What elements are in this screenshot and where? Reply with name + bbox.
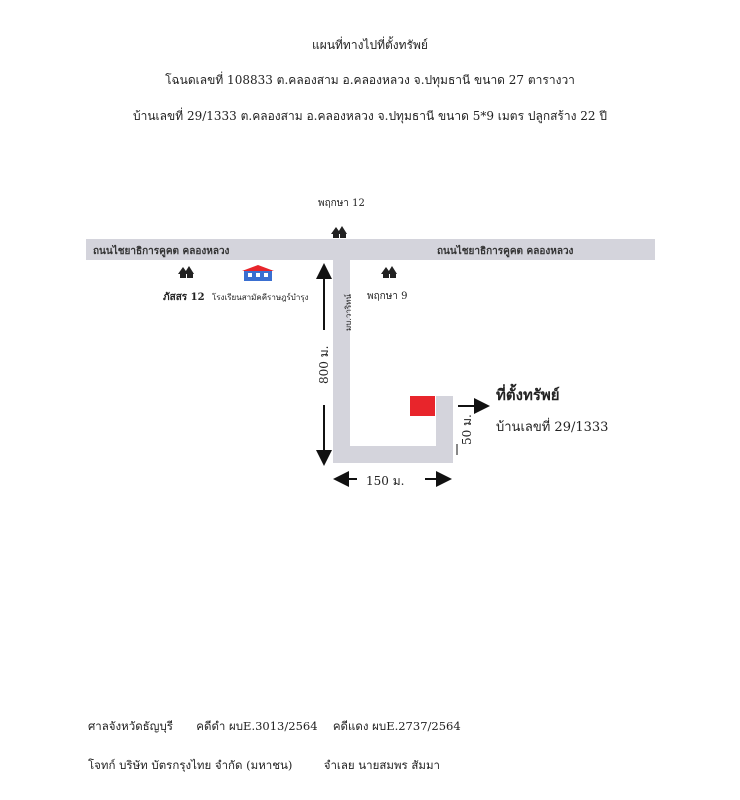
village-label-right: พฤกษา 9 [367,291,408,302]
red-case-number: คดีแดง ผบE.2737/2564 [332,719,461,733]
footer-parties-line [88,757,440,775]
distance-800: 800 ม. [317,345,331,384]
main-road-label-left: ถนนไชยาธิการคูคต คลองหลวง [93,246,230,257]
village-icon-right [381,266,397,278]
footer-court-line [88,718,461,736]
village-label-top: พฤกษา 12 [318,198,365,209]
village-icon-left [178,266,194,278]
school-label: โรงเรียนสามัคคีราษฎร์บำรุง [212,293,309,302]
plaintiff: โจทก์ บริษัท บัตรกรุงไทย จำกัด (มหาชน) [88,758,293,772]
main-road-label-right: ถนนไชยาธิการคูคต คลองหลวง [437,246,574,257]
property-house-number: บ้านเลขที่ 29/1333 [496,420,609,435]
defendant: จำเลย นายสมพร สัมมา [323,758,440,772]
house-info: บ้านเลขที่ 29/1333 ต.คลองสาม อ.คลองหลวง จ.ปทุมธานี ขนาด 5*9 เมตร ปลูกสร้าง 22 ปี [133,109,607,123]
village-icon-top [331,226,347,238]
court-name: ศาลจังหวัดธัญบุรี [88,719,173,733]
black-case-number: คดีดำ ผบE.3013/2564 [196,719,318,733]
village-label-left: ภัสสร 12 [163,292,205,303]
side-road-label: มบ.วาริทน์ [344,294,353,331]
school-icon [242,265,274,281]
distance-50: 50 ม. [460,414,474,445]
distance-150: 150 ม. [366,474,405,488]
property-label: ที่ตั้งทรัพย์ [496,386,560,404]
deed-info: โฉนดเลขที่ 108833 ต.คลองสาม อ.คลองหลวง จ.ปทุมธานี ขนาด 27 ตารางวา [165,73,575,87]
map-title: แผนที่ทางไปที่ตั้งทรัพย์ [312,38,428,52]
